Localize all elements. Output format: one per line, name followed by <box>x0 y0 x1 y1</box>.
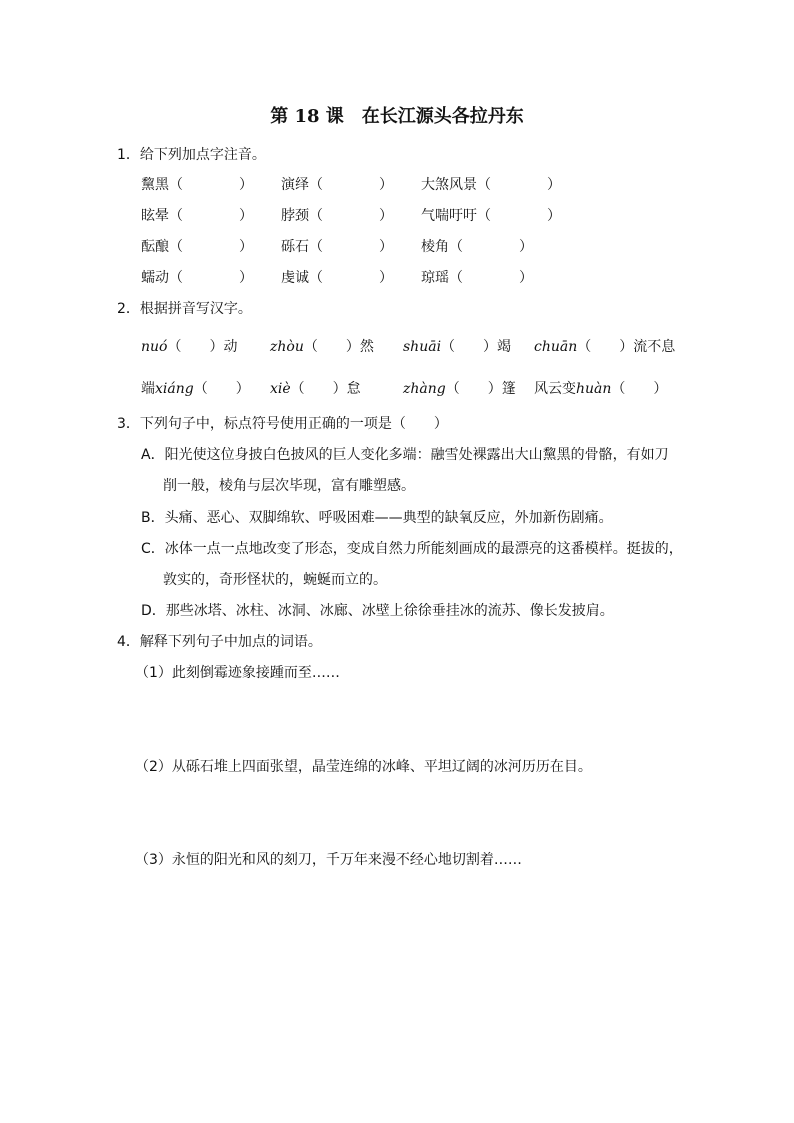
q2-blank: （ ） <box>611 381 668 397</box>
q1-item: 棱角（ ） <box>421 239 533 255</box>
pinyin: xiáng <box>155 381 194 397</box>
q2-blank: （ ）竭 <box>441 339 512 355</box>
q2-item <box>141 337 237 357</box>
pinyin: huàn <box>576 381 612 397</box>
q2-prefix: 风云变 <box>534 381 576 397</box>
pinyin: nuó <box>141 339 168 355</box>
q2-item <box>270 337 374 357</box>
q2-heading: 2．根据拼音写汉字。 <box>117 301 252 317</box>
q1-item: 脖颈（ ） <box>281 208 393 224</box>
q2-item <box>403 337 511 357</box>
q2-blank: （ ）怠 <box>290 381 361 397</box>
page-title: 第 18 课 在长江源头各拉丹东 <box>270 106 524 127</box>
q1-item: 蠕动（ ） <box>141 270 253 286</box>
q1-item: 琼瑶（ ） <box>421 270 533 286</box>
q4-item: （3）永恒的阳光和风的刻刀，千万年来漫不经心地切割着…… <box>135 852 522 868</box>
q3-option-a-cont: 削一般，棱角与层次毕现，富有雕塑感。 <box>163 478 415 494</box>
q1-item: 眩晕（ ） <box>141 208 253 224</box>
q3-option-c-cont: 敦实的，奇形怪状的，蜿蜒而立的。 <box>163 572 387 588</box>
q3-option-b: B．头痛、恶心、双脚绵软、呼吸困难——典型的缺氧反应，外加新伤剧痛。 <box>141 510 613 526</box>
pinyin: xiè <box>270 381 291 397</box>
q4-heading: 4．解释下列句子中加点的词语。 <box>117 634 322 650</box>
q2-item <box>534 379 667 399</box>
q2-item <box>534 337 675 357</box>
q2-blank: （ ）动 <box>167 339 238 355</box>
q1-heading: 1．给下列加点字注音。 <box>117 147 266 163</box>
q2-item <box>403 379 516 399</box>
q1-item: 演绎（ ） <box>281 177 393 193</box>
q2-prefix: 端 <box>141 381 155 397</box>
q1-item: 黧黑（ ） <box>141 177 253 193</box>
pinyin: zhàng <box>403 381 446 397</box>
q2-item <box>270 379 361 399</box>
q2-blank: （ ）篷 <box>445 381 516 397</box>
q1-item: 酝酿（ ） <box>141 239 253 255</box>
q2-blank: （ ）流不息 <box>577 339 676 355</box>
q1-item: 大煞风景（ ） <box>421 177 561 193</box>
q3-heading: 3．下列句子中，标点符号使用正确的一项是（ ） <box>117 416 448 432</box>
q3-option-d: D．那些冰塔、冰柱、冰洞、冰廊、冰壁上徐徐垂挂冰的流苏、像长发披肩。 <box>141 603 614 619</box>
pinyin: chuān <box>534 339 578 355</box>
q1-item: 气喘吁吁（ ） <box>421 208 561 224</box>
q2-item <box>141 379 250 399</box>
q2-blank: （ ）然 <box>303 339 374 355</box>
q4-item: （2）从砾石堆上四面张望，晶莹连绵的冰峰、平坦辽阔的冰河历历在目。 <box>135 759 592 775</box>
q1-item: 砾石（ ） <box>281 239 393 255</box>
q4-item: （1）此刻倒霉迹象接踵而至…… <box>135 665 340 681</box>
q2-blank: （ ） <box>193 381 250 397</box>
q3-option-c: C．冰体一点一点地改变了形态，变成自然力所能刻画成的最漂亮的这番模样。挺拔的， <box>141 541 683 557</box>
q1-item: 虔诚（ ） <box>281 270 393 286</box>
pinyin: shuāi <box>403 339 442 355</box>
pinyin: zhòu <box>270 339 304 355</box>
q3-option-a: A．阳光使这位身披白色披风的巨人变化多端：融雪处裸露出大山黧黑的骨骼，有如刀 <box>141 447 669 463</box>
